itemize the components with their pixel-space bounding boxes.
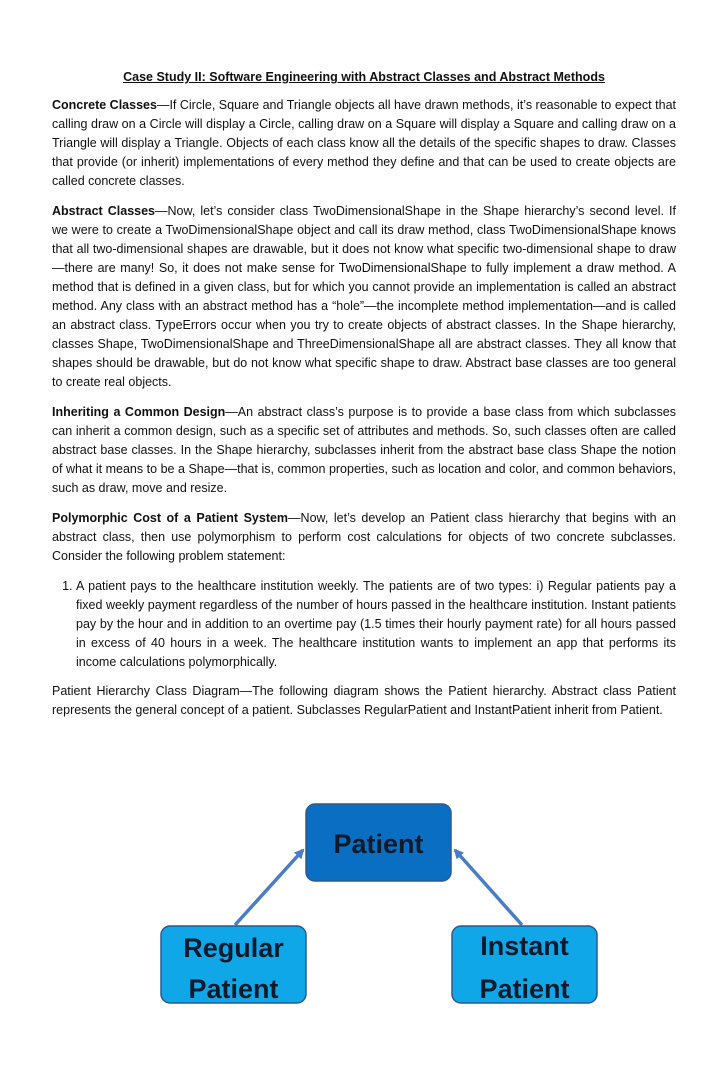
problem-statement-list bbox=[52, 577, 676, 672]
paragraph-diagram-intro: Patient Hierarchy Class Diagram—The following diagram shows the Patient hierarchy. Abstract class Patient represents the general concept of a patient. Subclasses RegularPatient and InstantPatient inherit from Patient. bbox=[52, 684, 676, 717]
class-label-regular-line1: Regular bbox=[183, 933, 284, 963]
paragraph-text: —If Circle, Square and Triangle objects all have drawn methods, it’s reasonable to expect that calling draw on a Circle will display a Circle, calling draw on a Square will display a Square and calling draw on a Triangle will display a Triangle. Objects of each class know all the details of the specific shapes to draw. Classes that provide (or inherit) implementations of every method they define and that can be used to create objects are called concrete classes. bbox=[52, 98, 676, 188]
inheritance-arrow-regular bbox=[235, 850, 303, 925]
paragraph-heading: Polymorphic Cost of a Patient System bbox=[52, 511, 289, 525]
paragraph-heading: Inheriting a Common Design bbox=[52, 405, 226, 419]
page-title: Case Study II: Software Engineering with Abstract Classes and Abstract Methods bbox=[123, 70, 605, 84]
paragraph-heading: Concrete Classes bbox=[52, 98, 157, 112]
paragraph-text: —An abstract class’s purpose is to provide a base class from which subclasses can inherit a common design, such as a specific set of attributes and methods. So, such classes often are called abstract base classes. In the Shape hierarchy, subclasses inherit from the abstract base class Shape the notion of what it means to be a Shape—that is, common properties, such as location and color, and common behaviors, such as draw, move and resize. bbox=[52, 405, 676, 495]
class-hierarchy-diagram bbox=[0, 795, 728, 1025]
paragraph-abstract-classes bbox=[52, 202, 676, 392]
class-label-instant-line1: Instant bbox=[480, 931, 569, 961]
class-label-patient: Patient bbox=[333, 829, 424, 859]
class-label-instant-line2: Patient bbox=[479, 974, 570, 1004]
paragraph-polymorphic-cost bbox=[52, 509, 676, 566]
class-box-patient bbox=[306, 804, 451, 881]
class-box-regular-patient bbox=[161, 926, 306, 1004]
paragraph-heading: Abstract Classes bbox=[52, 204, 156, 218]
paragraph-inheriting-design bbox=[52, 403, 676, 498]
inheritance-arrow-instant bbox=[455, 850, 522, 925]
document-content bbox=[52, 70, 676, 731]
class-box-instant-patient bbox=[452, 926, 597, 1004]
class-label-regular-line2: Patient bbox=[188, 974, 279, 1004]
paragraph-text: —Now, let’s consider class TwoDimensionalShape in the Shape hierarchy’s second level. If we were to create a TwoDimensionalShape object and call its draw method, class TwoDimensionalShape knows that all two-dimensional shapes are drawable, but it does not know what specific two-dimensional shape to draw—there are many! So, it does not make sense for TwoDimensionalShape to fully implement a draw method. A method that is defined in a given class, but for which you cannot provide an implementation is called an abstract method. Any class with an abstract method has a “hole”—the incomplete method implementation—and is called an abstract class. TypeErrors occur when you try to create objects of abstract classes. In the Shape hierarchy, classes Shape, TwoDimensionalShape and ThreeDimensionalShape all are abstract classes. They all know that shapes should be drawable, but do not know what specific shape to draw. Abstract base classes are too general to create real objects. bbox=[52, 204, 676, 389]
list-item: 1. A patient pays to the healthcare institution weekly. The patients are of two types: i) Regular patients pay a fixed weekly payment regardless of the number of hours passed in the healthcare institution. Instant patients pay by the hour and in addition to an overtime pay (1.5 times their hourly payment rate) for all hours passed in excess of 40 hours in a week. The healthcare institution wants to implement an app that performs its income calculations polymorphically. bbox=[76, 577, 676, 672]
paragraph-text: —Now, let’s develop an Patient class hierarchy that begins with an abstract class, then use polymorphism to perform cost calculations for objects of two concrete subclasses. Consider the following problem statement: bbox=[52, 511, 676, 563]
paragraph-concrete-classes bbox=[52, 96, 676, 191]
